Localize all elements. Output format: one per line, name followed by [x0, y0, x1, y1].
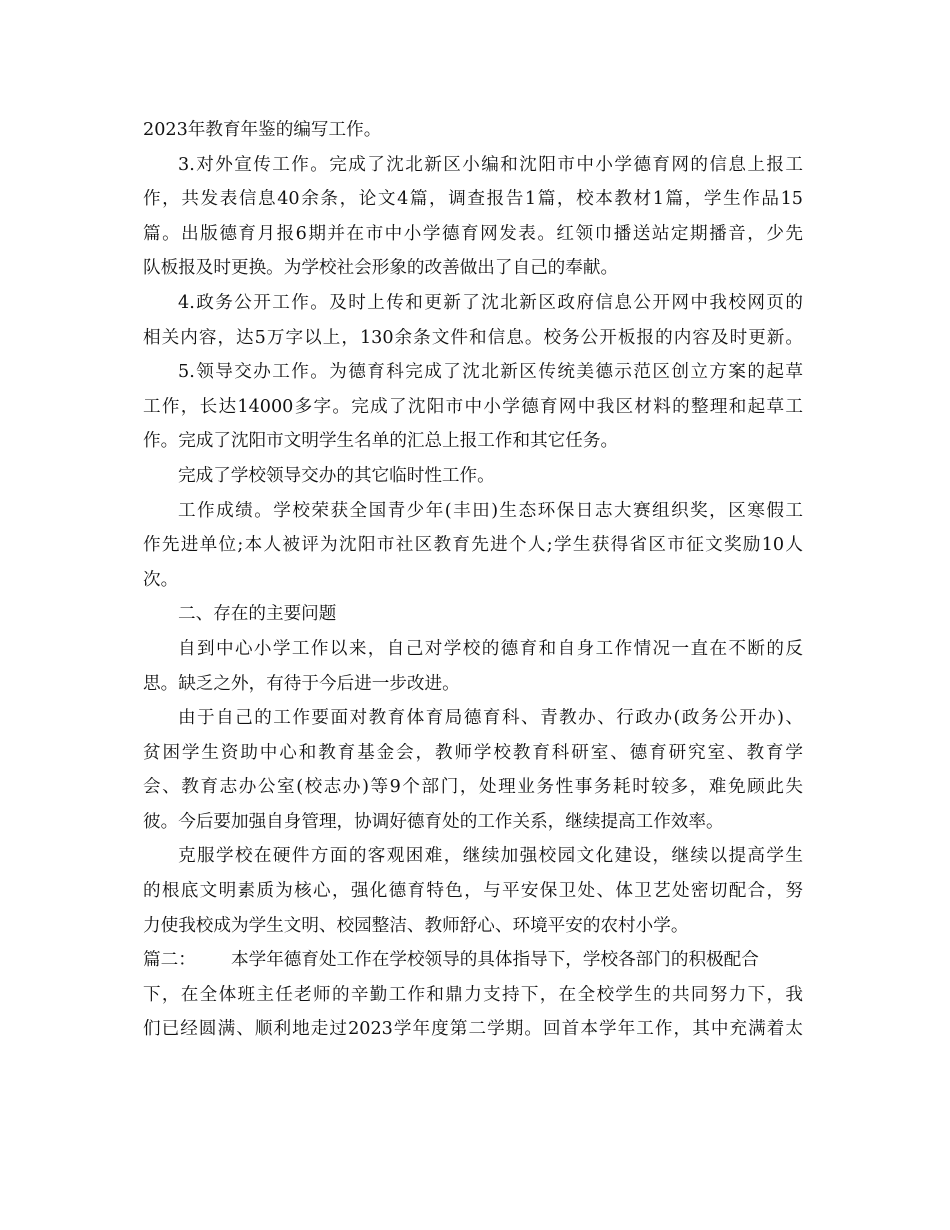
text-line: 自到中心小学工作以来，自己对学校的德育和自身工作情况一直在不断的反: [178, 638, 803, 659]
text-line: 的根底文明素质为核心，强化德育特色，与平安保卫处、体卫艺处密切配合，努: [143, 881, 803, 902]
text-line: 力使我校成为学生文明、校园整洁、教师舒心、环境平安的农村小学。: [143, 915, 689, 936]
text-line: 5.领导交办工作。为德育科完成了沈北新区传统美德示范区创立方案的起草: [178, 362, 803, 383]
text-line: 4.政务公开工作。及时上传和更新了沈北新区政府信息公开网中我校网页的: [178, 292, 803, 313]
text-line: 工作，长达14000多字。完成了沈阳市中小学德育网中我区材料的整理和起草工: [143, 396, 803, 417]
text-line: 彼。今后要加强自身管理，协调好德育处的工作关系，继续提高工作效率。: [143, 811, 724, 832]
text-line: 思。缺乏之外，有待于今后进一步改进。: [143, 673, 460, 694]
article-intro-text: 本学年德育处工作在学校领导的具体指导下，学校各部门的积极配合: [231, 950, 759, 971]
document-body: [143, 113, 803, 1047]
article-label: 篇二：: [143, 950, 196, 971]
text-line: 工作成绩。学校荣获全国青少年(丰田)生态环保日志大赛组织奖，区寒假工: [178, 500, 803, 521]
text-line: 相关内容，达5万字以上，130余条文件和信息。校务公开板报的内容及时更新。: [143, 327, 803, 348]
text-line: 次。: [143, 569, 179, 590]
text-line: 由于自己的工作要面对教育体育局德育科、青教办、行政办(政务公开办)、: [178, 708, 803, 729]
text-line: 下，在全体班主任老师的辛勤工作和鼎力支持下，在全校学生的共同努力下，我: [143, 984, 803, 1005]
text-line: 们已经圆满、顺利地走过2023学年度第二学期。回首本学年工作，其中充满着太: [143, 1019, 803, 1040]
text-line: 会、教育志办公室(校志办)等9个部门，处理业务性事务耗时较多，难免顾此失: [143, 777, 803, 798]
text-line: 克服学校在硬件方面的客观困难，继续加强校园文化建设，继续以提高学生: [178, 846, 803, 867]
section-heading: 二、存在的主要问题: [178, 604, 337, 625]
text-line: 贫困学生资助中心和教育基金会，教师学校教育科研室、德育研究室、教育学: [143, 742, 803, 763]
text-line: [143, 943, 803, 978]
text-line: 3.对外宣传工作。完成了沈北新区小编和沈阳市中小学德育网的信息上报工: [178, 154, 803, 175]
text-line: 篇。出版德育月报6期并在市中小学德育网发表。红领巾播送站定期播音，少先: [143, 223, 803, 244]
text-line: 作。完成了沈阳市文明学生名单的汇总上报工作和其它任务。: [143, 431, 619, 452]
text-line: 队板报及时更换。为学校社会形象的改善做出了自己的奉献。: [143, 258, 619, 279]
text-line: 2023年教育年鉴的编写工作。: [143, 120, 382, 140]
text-line: 作先进单位;本人被评为沈阳市社区教育先进个人;学生获得省区市征文奖励10人: [143, 535, 803, 556]
text-line: 作，共发表信息40余条，论文4篇，调查报告1篇，校本教材1篇，学生作品15: [143, 189, 803, 210]
text-line: 完成了学校领导交办的其它临时性工作。: [178, 465, 495, 486]
